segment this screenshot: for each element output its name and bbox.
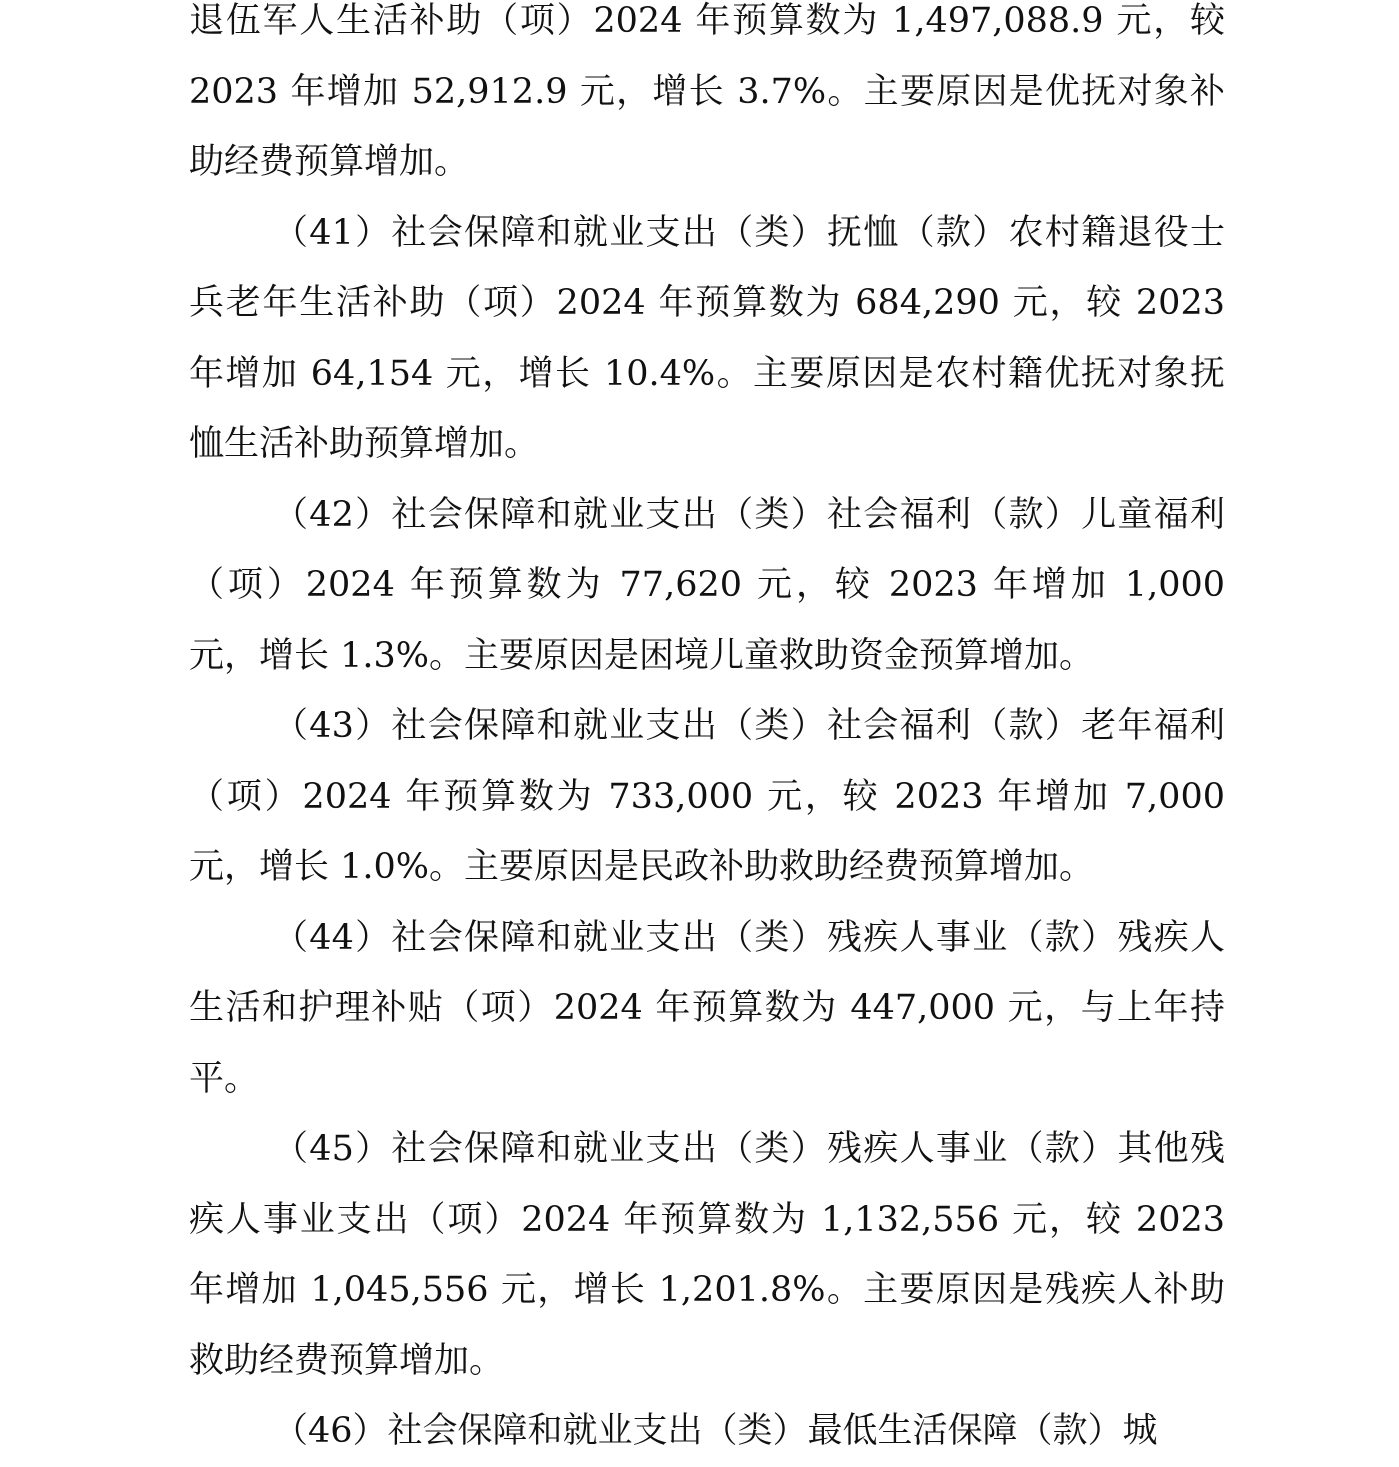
paragraph-46-start: （46）社会保障和就业支出（类）最低生活保障（款）城: [273, 1411, 1158, 1451]
paragraph-40-continued: 退伍军人生活补助（项）2024 年预算数为 1,497,088.9 元，较 2023 年增加 52,912.9 元，增长 3.7%。主要原因是优抚对象补助经费预算增加。: [189, 1, 1225, 182]
paragraph-41: （41）社会保障和就业支出（类）抚恤（款）农村籍退役士兵老年生活补助（项）2024 年预算数为 684,290 元，较 2023 年增加 64,154 元，增长 10.4%。主要原因是农村籍优抚对象抚恤生活补助预算增加。: [189, 212, 1225, 464]
document-page: [189, 0, 1225, 1467]
paragraph-42: （42）社会保障和就业支出（类）社会福利（款）儿童福利（项）2024 年预算数为 77,620 元，较 2023 年增加 1,000 元，增长 1.3%。主要原因是困境儿童救助资金预算增加。: [189, 494, 1225, 676]
paragraph-45: （45）社会保障和就业支出（类）残疾人事业（款）其他残疾人事业支出（项）2024 年预算数为 1,132,556 元，较 2023 年增加 1,045,556 元，增长 1,201.8%。主要原因是残疾人补助救助经费预算增加。: [189, 1129, 1225, 1381]
paragraph-43: （43）社会保障和就业支出（类）社会福利（款）老年福利（项）2024 年预算数为 733,000 元，较 2023 年增加 7,000 元，增长 1.0%。主要原因是民政补助救助经费预算增加。: [189, 706, 1225, 887]
paragraph-44: （44）社会保障和就业支出（类）残疾人事业（款）残疾人生活和护理补贴（项）2024 年预算数为 447,000 元，与上年持平。: [189, 917, 1225, 1099]
